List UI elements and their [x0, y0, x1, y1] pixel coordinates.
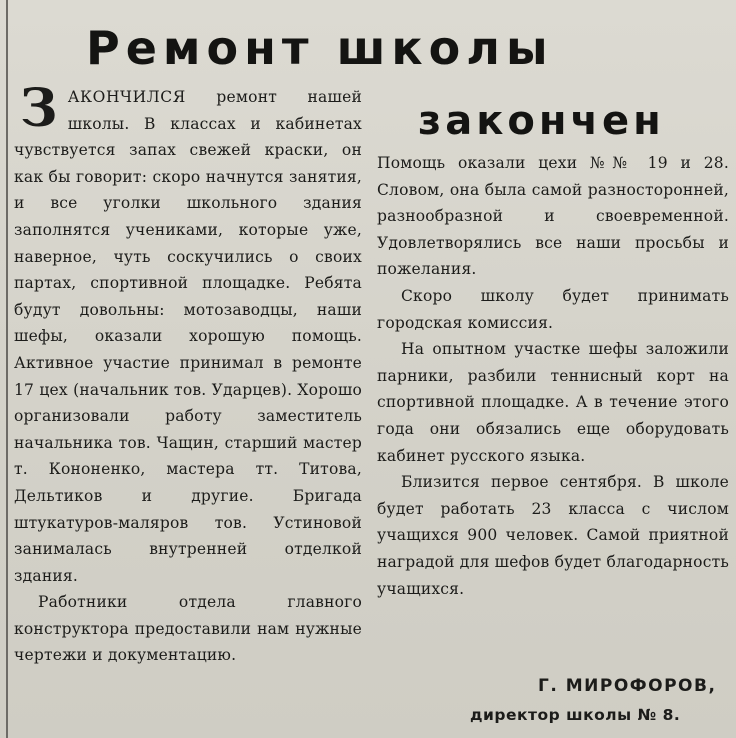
- headline-line-1: Ремонт школы: [86, 21, 554, 75]
- column-rule: [6, 0, 8, 738]
- headline-line-2: закончен: [418, 98, 665, 144]
- signature-name: Г. МИРОФОРОВ,: [538, 676, 717, 696]
- drop-cap: З: [20, 78, 58, 139]
- paragraph-text: ремонт нашей школы. В классах и кабинетах чувствуется запах свежей краски, он как бы говорит: скоро начнутся занятия, и все уголки школьного здания заполнятся учениками, которые уже, наверное, чуть соскучились о своих партах, спортивной площадке. Ребята будут довольны: мотозаводцы, наши шефы, оказали хорошую помощь. Активное участие принимал в ремонте 17 цех (начальник тов. Ударцев). Хорошо организовали работу заместитель начальника тов. Чащин, старший мастер т. Кононенко, мастера тт. Титова, Дельтиков и другие. Бригада штукатуров-маляров тов. Устиновой занималась внутренней отделкой здания.: [14, 88, 362, 585]
- signature-title: директор школы № 8.: [470, 706, 681, 724]
- left-column: [14, 78, 362, 669]
- paragraph-text: Работники отдела главного конструктора предоставили нам нужные чертежи и документацию.: [14, 593, 362, 665]
- paragraph-text: Помощь оказали цехи №№ 19 и 28. Словом, она была самой разносторонней, разнообразной и своевременной. Удовлетворялись все наши просьбы и пожелания.: [377, 154, 729, 279]
- paragraph-text: На опытном участке шефы заложили парники, разбили теннисный корт на спортивной площадке. А в течение этого года они обязались еще оборудовать кабинет русского языка.: [377, 340, 729, 465]
- paragraph-opening: [14, 78, 362, 589]
- right-column: [377, 150, 729, 602]
- paragraph-text: Близится первое сентября. В школе будет работать 23 класса с числом учащихся 900 человек. Самой приятной наградой для шефов будет благодарность учащихся.: [377, 473, 729, 598]
- opening-word: АКОНЧИЛСЯ: [67, 88, 186, 106]
- paragraph-text: Скоро школу будет принимать городская комиссия.: [377, 286, 729, 332]
